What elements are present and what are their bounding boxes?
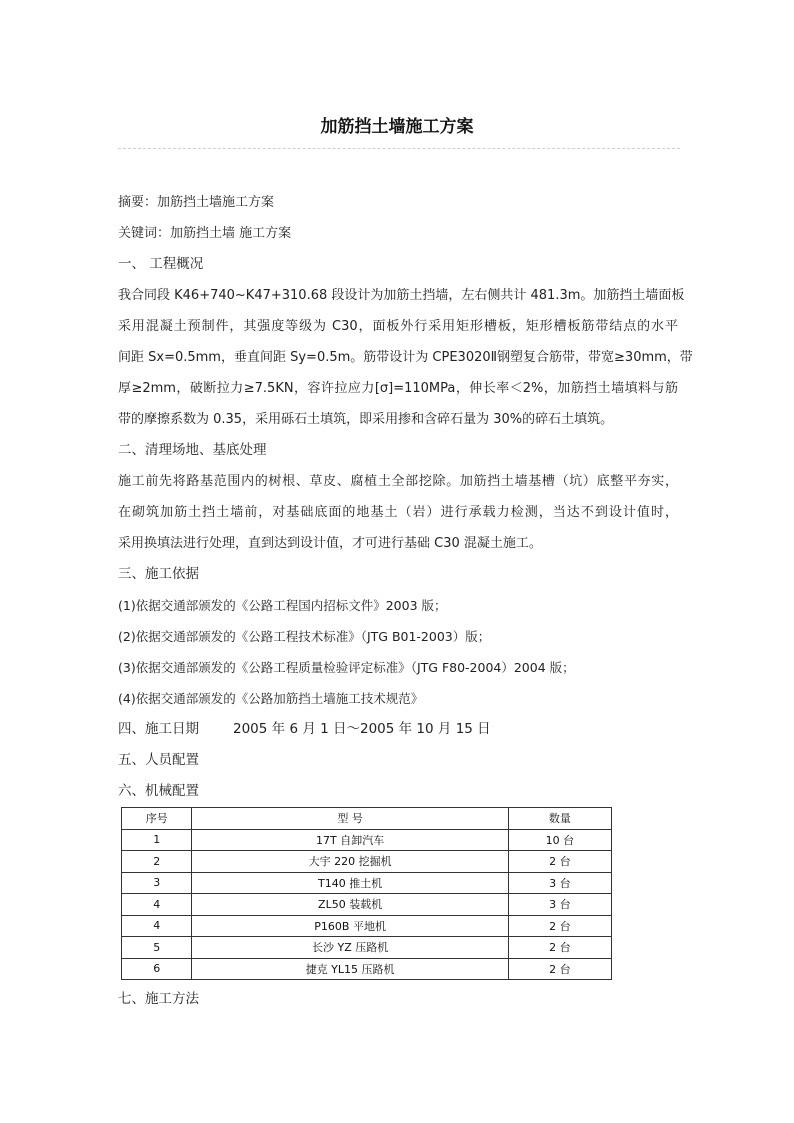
overview-paragraph [118,280,693,435]
table-row [122,894,612,916]
row-quantity: 2 台 [508,851,611,873]
basis-item: (2)依据交通部颁发的《公路工程技术标准》（JTG B01-2003）版； [118,629,491,644]
schedule-line [118,714,678,745]
row-quantity: 3 台 [508,872,611,894]
schedule-dates: 2005 年 6 月 1 日～2005 年 10 月 15 日 [233,721,491,737]
section-heading-overview: 一、 工程概况 [118,256,204,272]
table-row [122,829,612,851]
row-model: 大宇 220 挖掘机 [192,851,508,873]
paragraph-line: 在砌筑加筋土挡土墙前，对基础底面的地基土（岩）进行承载力检测，当达不到设计值时， [118,505,678,520]
keywords-line: 关键词：加筋挡土墙 施工方案 [118,226,292,241]
site-clearing-paragraph [118,466,678,559]
row-model: T140 推土机 [192,872,508,894]
section-heading-method: 七、施工方法 [118,991,199,1007]
paragraph-line: 间距 Sx=0.5mm，垂直间距 Sy=0.5m。筋带设计为 CPE3020Ⅱ钢塑复合筋带，带宽≥30mm，带 [118,350,693,365]
section-heading-staffing: 五、人员配置 [118,752,199,768]
row-number: 3 [122,872,192,894]
section-heading-basis: 三、施工依据 [118,566,199,582]
abstract-line: 摘要：加筋挡土墙施工方案 [118,195,275,210]
paragraph-line: 我合同段 K46+740~K47+310.68 段设计为加筋土挡墙，左右侧共计 481.3m。加筋挡土墙面板 [118,288,685,303]
paragraph-line: 施工前先将路基范围内的树根、草皮、腐植土全部挖除。加筋挡土墙基槽（坑）底整平夯实， [118,474,678,489]
row-number: 4 [122,915,192,937]
row-number: 6 [122,958,192,980]
table-row [122,851,612,873]
row-model: 17T 自卸汽车 [192,829,508,851]
paragraph-line: 采用混凝土预制件，其强度等级为 C30，面板外行采用矩形槽板，矩形槽板筋带结点的水平 [118,319,678,334]
basis-item: (1)依据交通部颁发的《公路工程国内招标文件》2003 版； [118,598,447,613]
column-header-quantity: 数量 [508,808,611,830]
section-heading-site-clearing: 二、清理场地、基底处理 [118,442,267,458]
row-quantity: 10 台 [508,829,611,851]
table-row [122,937,612,959]
paragraph-line: 带的摩擦系数为 0.35，采用砾石土填筑，即采用掺和含碎石量为 30%的碎石土填筑。 [118,412,614,427]
table-row [122,915,612,937]
row-quantity: 2 台 [508,915,611,937]
document-body [118,187,693,807]
title-divider [118,148,680,149]
row-model: P160B 平地机 [192,915,508,937]
section-heading-machinery: 六、机械配置 [118,783,199,799]
paragraph-line: 厚≥2mm，破断拉力≥7.5KN，容许拉应力[σ]=110MPa，伸长率＜2%，加筋挡土墙填料与筋 [118,381,678,396]
row-number: 2 [122,851,192,873]
row-quantity: 2 台 [508,937,611,959]
row-number: 5 [122,937,192,959]
section-heading-schedule: 四、施工日期 [118,721,199,737]
paragraph-line: 采用换填法进行处理，直到达到设计值，才可进行基础 C30 混凝土施工。 [118,536,542,551]
row-model: 捷克 YL15 压路机 [192,958,508,980]
row-quantity: 2 台 [508,958,611,980]
row-model: 长沙 YZ 压路机 [192,937,508,959]
table-header-row [122,808,612,830]
row-number: 1 [122,829,192,851]
basis-item: (3)依据交通部颁发的《公路工程质量检验评定标准》（JTG F80-2004）2004 版； [118,660,575,675]
document-title: 加筋挡土墙施工方案 [320,117,474,137]
table-row [122,872,612,894]
table-row [122,958,612,980]
row-quantity: 3 台 [508,894,611,916]
row-model: ZL50 装载机 [192,894,508,916]
machinery-table [121,807,612,980]
column-header-number: 序号 [122,808,192,830]
column-header-model: 型 号 [192,808,508,830]
row-number: 4 [122,894,192,916]
basis-item: (4)依据交通部颁发的《公路加筋挡土墙施工技术规范》 [118,691,424,706]
